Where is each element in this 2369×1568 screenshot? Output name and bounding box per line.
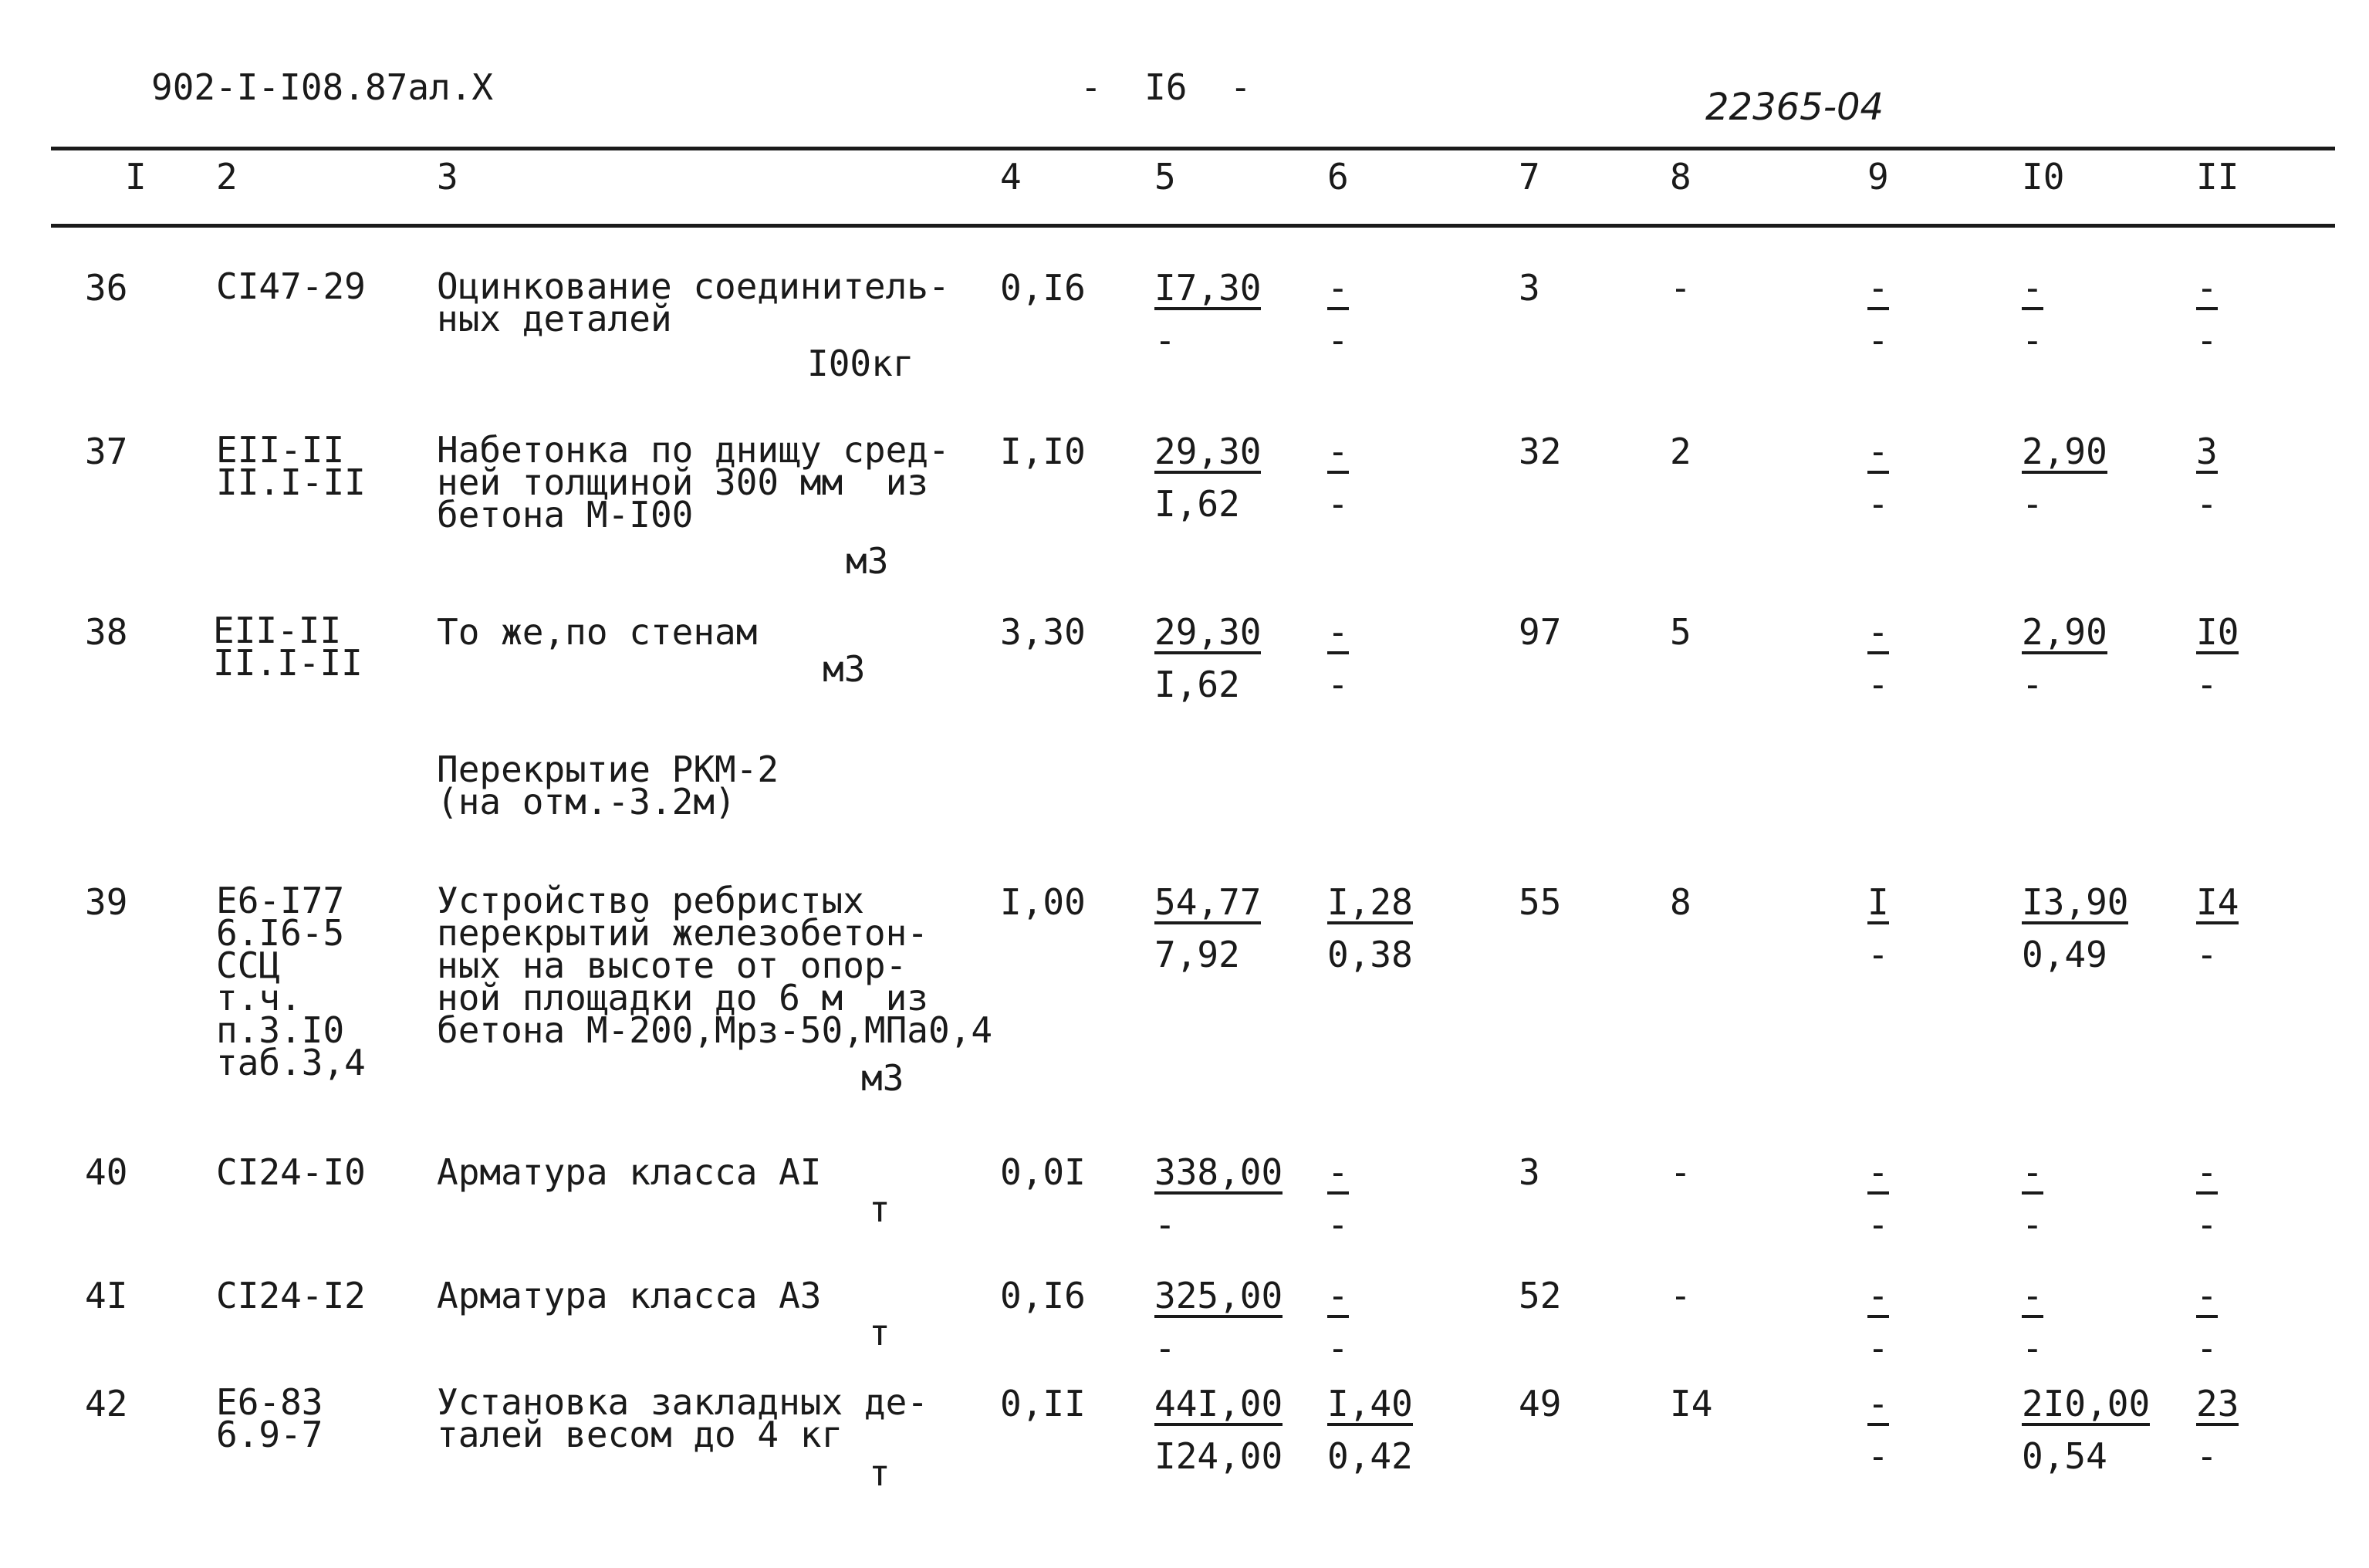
row-number: 40 (85, 1151, 128, 1193)
cell-col6 (1327, 1383, 1413, 1477)
cell-col6-top: - (1327, 1275, 1349, 1316)
cell-col6-top: - (1327, 611, 1349, 653)
cell-col11-top: I0 (2196, 611, 2239, 653)
cell-col9-top: - (1867, 1383, 1889, 1424)
row-unit: I00кг (807, 343, 914, 384)
row-description: Набетонка по днищу сред- ней толщиной 300 мм из бетона М-I00 (437, 429, 950, 536)
cell-col9-top: - (1867, 1275, 1889, 1316)
cell-col8: I4 (1670, 1383, 1713, 1424)
cell-col6-bottom: 0,38 (1327, 934, 1413, 975)
column-header-8: 8 (1670, 156, 1691, 198)
cell-col10-bottom: 0,49 (2022, 934, 2107, 975)
cell-col11-top: 23 (2196, 1383, 2239, 1424)
cell-col6-top: - (1327, 431, 1349, 472)
cell-col5 (1154, 1275, 1283, 1369)
row-code: EII-II II.I-II (213, 610, 363, 684)
row-code: CI47-29 (216, 265, 366, 307)
page-number: - I6 - (1080, 66, 1252, 108)
section-heading: Перекрытие РКМ-2 (на отм.-3.2м) (437, 749, 779, 823)
column-header-11: II (2196, 156, 2239, 198)
cell-col5-top: 29,30 (1154, 431, 1262, 472)
cell-col7: 49 (1519, 1383, 1562, 1424)
column-header-9: 9 (1867, 156, 1889, 198)
cell-col11 (2196, 611, 2239, 705)
cell-col10-top: 2,90 (2022, 611, 2107, 653)
row-description: Устройство ребристых перекрытий железобетон- ных на высоте от опор- ной площадки до 6 м из бетона М-200,Мрз-50,МПа0,4 (437, 880, 993, 1051)
cell-col10-top: I3,90 (2022, 881, 2129, 923)
cell-col7: 32 (1519, 431, 1562, 472)
column-header-7: 7 (1519, 156, 1540, 198)
cell-col9-bottom: - (1867, 1327, 1889, 1369)
cell-col8: 8 (1670, 881, 1691, 923)
row-unit: м3 (861, 1057, 904, 1099)
cell-col5-top: 325,00 (1154, 1275, 1283, 1316)
cell-col5 (1154, 611, 1262, 705)
cell-col11 (2196, 431, 2218, 525)
cell-col5-bottom: - (1154, 1204, 1176, 1245)
cell-col7: 52 (1519, 1275, 1562, 1316)
column-header-3: 3 (437, 156, 458, 198)
cell-col5-bottom: 7,92 (1154, 934, 1240, 975)
cell-col11 (2196, 267, 2218, 361)
row-number: 42 (85, 1383, 128, 1424)
cell-col9 (1867, 431, 1889, 525)
cell-col9 (1867, 267, 1889, 361)
cell-col8: - (1670, 1151, 1691, 1193)
cell-col7: 3 (1519, 1151, 1540, 1193)
row-quantity: I,00 (1000, 881, 1086, 923)
cell-col11-top: - (2196, 1275, 2218, 1316)
cell-col6-bottom: - (1327, 483, 1349, 525)
cell-col9-top: - (1867, 267, 1889, 309)
cell-col10-bottom: - (2022, 1204, 2043, 1245)
cell-col9-bottom: - (1867, 319, 1889, 361)
cell-col5-top: 29,30 (1154, 611, 1262, 653)
cell-col10-top: 2,90 (2022, 431, 2107, 472)
row-number: 38 (85, 611, 128, 653)
cell-col6-top: I,28 (1327, 881, 1413, 923)
cell-col9-bottom: - (1867, 1204, 1889, 1245)
cell-col10 (2022, 1275, 2043, 1369)
cell-col11-bottom: - (2196, 483, 2218, 525)
cell-col10 (2022, 611, 2107, 705)
row-description: Арматура класса AI (437, 1151, 822, 1193)
cell-col6 (1327, 611, 1349, 705)
row-unit: т (869, 1312, 890, 1353)
cell-col5 (1154, 1383, 1283, 1477)
row-number: 36 (85, 267, 128, 309)
cell-col6 (1327, 431, 1349, 525)
table-header-rule (51, 224, 2335, 228)
cell-col9 (1867, 611, 1889, 705)
row-code: CI24-I0 (216, 1151, 366, 1193)
cell-col10-bottom: - (2022, 483, 2043, 525)
column-header-5: 5 (1154, 156, 1176, 198)
row-description: Установка закладных де- талей весом до 4 кг (437, 1381, 928, 1455)
cell-col10 (2022, 1383, 2151, 1477)
row-unit: м3 (846, 540, 889, 582)
row-code: CI24-I2 (216, 1275, 366, 1316)
cell-col11-bottom: - (2196, 319, 2218, 361)
cell-col10-top: - (2022, 1275, 2043, 1316)
inventory-number: 22365-04 (1705, 86, 1884, 129)
cell-col11-bottom: - (2196, 1435, 2218, 1477)
cell-col10-bottom: - (2022, 1327, 2043, 1369)
cell-col10 (2022, 267, 2043, 361)
row-code: E6-83 6.9-7 (216, 1381, 323, 1455)
cell-col10-top: - (2022, 1151, 2043, 1193)
cell-col7: 55 (1519, 881, 1562, 923)
cell-col7: 3 (1519, 267, 1540, 309)
table-top-rule (51, 147, 2335, 150)
cell-col9 (1867, 881, 1889, 975)
row-description: Оцинкование соединитель- ных деталей (437, 265, 950, 340)
cell-col6 (1327, 1275, 1349, 1369)
cell-col9 (1867, 1383, 1889, 1477)
cell-col5-bottom: I,62 (1154, 664, 1240, 705)
cell-col11-bottom: - (2196, 1204, 2218, 1245)
cell-col11-top: 3 (2196, 431, 2218, 472)
row-code: E6-I77 6.I6-5 ССЦ т.ч. п.3.I0 таб.3,4 (216, 880, 366, 1083)
cell-col6 (1327, 1151, 1349, 1245)
row-description: То же,по стенам (437, 611, 758, 653)
cell-col11 (2196, 1151, 2218, 1245)
cell-col11-top: - (2196, 1151, 2218, 1193)
cell-col6-top: - (1327, 1151, 1349, 1193)
cell-col8: - (1670, 1275, 1691, 1316)
cell-col6-bottom: - (1327, 1327, 1349, 1369)
cell-col9-top: - (1867, 611, 1889, 653)
cell-col11-bottom: - (2196, 934, 2218, 975)
row-unit: м3 (823, 648, 866, 690)
cell-col5-top: 44I,00 (1154, 1383, 1283, 1424)
cell-col6-bottom: - (1327, 1204, 1349, 1245)
cell-col5-bottom: I24,00 (1154, 1435, 1283, 1477)
cell-col10-top: 2I0,00 (2022, 1383, 2151, 1424)
cell-col9-top: - (1867, 431, 1889, 472)
cell-col8: 2 (1670, 431, 1691, 472)
column-header-6: 6 (1327, 156, 1349, 198)
column-header-4: 4 (1000, 156, 1022, 198)
cell-col9 (1867, 1151, 1889, 1245)
column-header-2: 2 (216, 156, 238, 198)
cell-col10-bottom: - (2022, 319, 2043, 361)
cell-col10-bottom: - (2022, 664, 2043, 705)
cell-col6-bottom: 0,42 (1327, 1435, 1413, 1477)
cell-col8: - (1670, 267, 1691, 309)
row-quantity: 0,I6 (1000, 267, 1086, 309)
cell-col8: 5 (1670, 611, 1691, 653)
cell-col11-top: I4 (2196, 881, 2239, 923)
row-quantity: 0,I6 (1000, 1275, 1086, 1316)
document-code: 902-I-I08.87ал.X (151, 66, 494, 108)
cell-col9-bottom: - (1867, 1435, 1889, 1477)
cell-col9 (1867, 1275, 1889, 1369)
column-header-1: I (125, 156, 147, 198)
cell-col11 (2196, 1275, 2218, 1369)
row-number: 39 (85, 881, 128, 923)
cell-col6-bottom: - (1327, 664, 1349, 705)
cell-col5 (1154, 431, 1262, 525)
cell-col9-bottom: - (1867, 483, 1889, 525)
cell-col10 (2022, 1151, 2043, 1245)
cell-col6 (1327, 267, 1349, 361)
cell-col10-top: - (2022, 267, 2043, 309)
cell-col5-bottom: - (1154, 1327, 1176, 1369)
row-unit: т (869, 1452, 890, 1494)
cell-col10-bottom: 0,54 (2022, 1435, 2107, 1477)
cell-col5 (1154, 267, 1262, 361)
cell-col5-top: I7,30 (1154, 267, 1262, 309)
cell-col5-bottom: - (1154, 319, 1176, 361)
cell-col6-top: I,40 (1327, 1383, 1413, 1424)
row-number: 4I (85, 1275, 128, 1316)
cell-col11-top: - (2196, 267, 2218, 309)
cell-col6-bottom: - (1327, 319, 1349, 361)
cell-col5 (1154, 1151, 1283, 1245)
cell-col9-bottom: - (1867, 664, 1889, 705)
row-description: Арматура класса А3 (437, 1275, 822, 1316)
cell-col11 (2196, 1383, 2239, 1477)
row-quantity: 0,II (1000, 1383, 1086, 1424)
cell-col5-top: 54,77 (1154, 881, 1262, 923)
cell-col7: 97 (1519, 611, 1562, 653)
cell-col10 (2022, 881, 2129, 975)
cell-col5-bottom: I,62 (1154, 483, 1240, 525)
cell-col5-top: 338,00 (1154, 1151, 1283, 1193)
cell-col11-bottom: - (2196, 1327, 2218, 1369)
cell-col6 (1327, 881, 1413, 975)
row-quantity: I,I0 (1000, 431, 1086, 472)
cell-col9-top: I (1867, 881, 1889, 923)
row-quantity: 0,0I (1000, 1151, 1086, 1193)
cell-col11 (2196, 881, 2239, 975)
cell-col6-top: - (1327, 267, 1349, 309)
cell-col9-top: - (1867, 1151, 1889, 1193)
row-unit: т (869, 1188, 890, 1230)
cell-col5 (1154, 881, 1262, 975)
cell-col10 (2022, 431, 2107, 525)
row-number: 37 (85, 431, 128, 472)
column-header-10: I0 (2022, 156, 2065, 198)
row-code: EII-II II.I-II (216, 429, 366, 503)
cell-col11-bottom: - (2196, 664, 2218, 705)
row-quantity: 3,30 (1000, 611, 1086, 653)
cell-col9-bottom: - (1867, 934, 1889, 975)
